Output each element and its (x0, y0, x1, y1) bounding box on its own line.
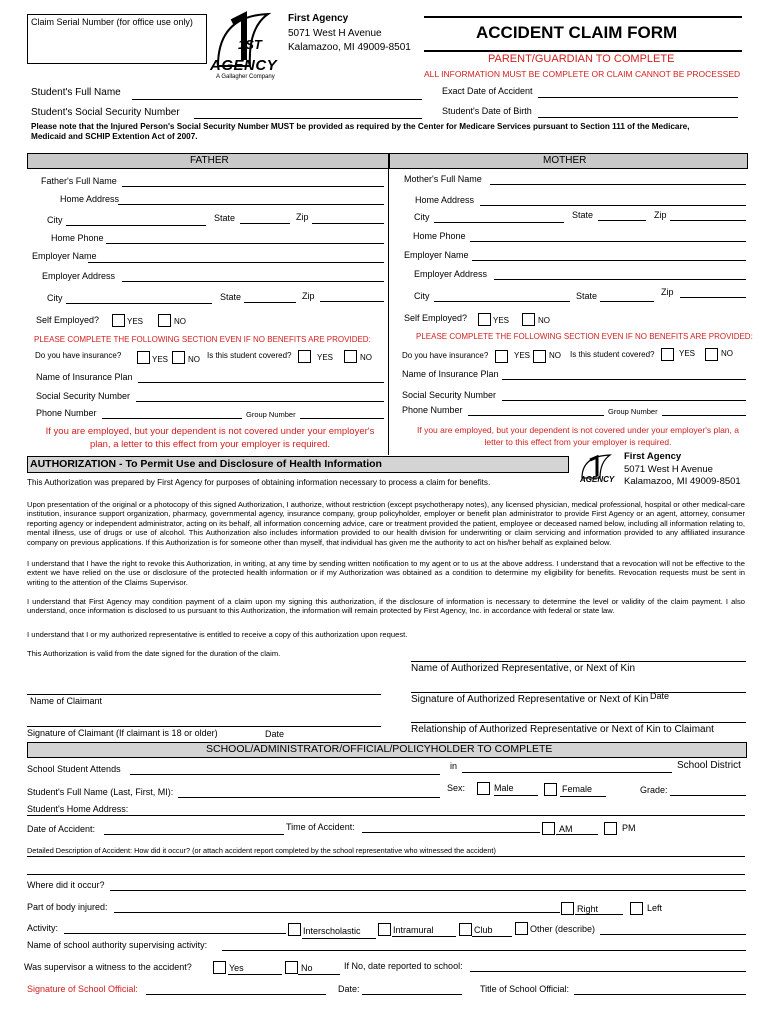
father-phone-number-label: Phone Number (36, 408, 97, 418)
logo-1st: 1ST (238, 37, 262, 52)
claimant-signature-label: Signature of Claimant (If claimant is 18 or older) (27, 728, 218, 738)
mother-employer-field[interactable] (472, 260, 746, 261)
school-title-field[interactable] (574, 994, 746, 995)
relationship-field[interactable] (411, 722, 746, 723)
father-covered-no-checkbox[interactable] (344, 350, 357, 363)
father-plan-field[interactable] (138, 382, 384, 383)
mother-phone-label: Home Phone (413, 231, 466, 241)
auth-paragraph-4: I understand that I or my authorized representative is entitled to receive a copy of this authorization upon request. (27, 630, 408, 639)
father-name-field[interactable] (122, 186, 384, 187)
witness-no-underline (298, 974, 340, 975)
ssn-medicare-notice: Please note that the Injured Person's Social Security Number MUST be provided as required by the Center for Medicare Services pursuant to Section 111 of the Medicare, Medicaid and SCHIP Extention Act of 2007. (31, 122, 690, 141)
auth-address-1: 5071 West H Avenue (624, 464, 713, 475)
school-date-field[interactable] (362, 994, 462, 995)
father-phone-label: Home Phone (51, 233, 104, 243)
mother-group-field[interactable] (662, 415, 746, 416)
mother-covered-no: NO (721, 349, 733, 358)
father-state-field[interactable] (240, 223, 290, 224)
father-ssn-label: Social Security Number (36, 391, 131, 401)
mother-home-address-field[interactable] (480, 205, 746, 206)
male-underline (494, 795, 538, 796)
accident-date-label: Exact Date of Accident (442, 86, 533, 96)
father-covered-yes: YES (317, 353, 334, 362)
father-zip-field[interactable] (312, 223, 384, 224)
rep-name-field[interactable] (411, 661, 746, 662)
school-heading: SCHOOL/ADMINISTRATOR/OFFICIAL/POLICYHOLDER TO COMPLETE (206, 743, 553, 755)
mother-ssn-field[interactable] (502, 400, 746, 401)
mother-zip-field[interactable] (670, 220, 746, 221)
mother-group-label: Group Number (608, 407, 658, 416)
witness-yes-underline (228, 974, 282, 975)
student-ssn-label: Student's Social Security Number (31, 107, 180, 118)
father-self-employed-no: NO (174, 317, 186, 326)
relationship-label: Relationship of Authorized Representative or Next of Kin to Claimant (411, 724, 714, 735)
grade-field[interactable] (670, 795, 746, 796)
witness-no: No (301, 963, 313, 973)
father-insurance-yes-checkbox[interactable] (137, 351, 150, 364)
father-city2-field[interactable] (66, 303, 212, 304)
father-state2-field[interactable] (244, 302, 296, 303)
pm-label: PM (622, 823, 636, 833)
mother-insurance-label: Do you have insurance? (402, 351, 489, 360)
father-employer-field[interactable] (88, 262, 384, 263)
mother-state2-label: State (576, 291, 598, 301)
father-zip-label: Zip (296, 212, 309, 222)
mother-self-employed-no-checkbox[interactable] (522, 313, 535, 326)
mother-state2-field[interactable] (600, 301, 654, 302)
time-accident-field[interactable] (362, 832, 540, 833)
claimant-name-field[interactable] (27, 694, 381, 695)
mother-complete-notice: PLEASE COMPLETE THE FOLLOWING SECTION EVEN IF NO BENEFITS ARE PROVIDED: (416, 332, 753, 341)
mother-self-employed-no: NO (538, 316, 550, 325)
mother-phone-number-field[interactable] (468, 415, 604, 416)
interscholastic-underline (302, 938, 376, 939)
sex-label: Sex: (447, 783, 466, 793)
company-address-2: Kalamazoo, MI 49009-8501 (288, 42, 411, 53)
mother-insurance-yes: YES (514, 351, 531, 360)
accident-date-field[interactable] (538, 97, 738, 98)
rep-signature-label: Signature of Authorized Representative or Next of Kin (411, 694, 649, 705)
father-self-employed-yes-checkbox[interactable] (112, 314, 125, 327)
auth-address-2: Kalamazoo, MI 49009-8501 (624, 476, 741, 487)
auth-prepared: This Authorization was prepared by First Agency for purposes of obtaining information necessary to process a claim for benefits. (27, 478, 491, 487)
sex-female-checkbox[interactable] (544, 783, 557, 796)
description-label: Detailed Description of Accident: How did it occur? (or attach accident report completed by the school representative who witnessed the accident) (27, 846, 496, 855)
mother-self-employed-yes-checkbox[interactable] (478, 313, 491, 326)
other-field[interactable] (600, 934, 746, 935)
am-label: AM (559, 824, 573, 834)
father-city-field[interactable] (66, 225, 206, 226)
school-title-label: Title of School Official: (480, 984, 570, 994)
mother-covered-yes: YES (679, 349, 696, 358)
auth-paragraph-1: Upon presentation of the original or a photocopy of this signed Authorization, I authorize, without restriction (except psychotherapy notes), any licensed physician, medical professional, hospital or other medical-care institution, insurance support organization, pharmacy, governmental agency, insurance company, group policyholder, employer or benefit plan administrator to provide First Agency or an agent, attorney, consumer reporting agency or independent administrator, acting on its behalf, all information concerning advice, care or treatment provided the patient, employee or deceased named below, including all information relating to, mental illness, use of drugs or use of alcohol. This Authorization also includes information provided to our health division for underwriting or claim servicing and information provided to any affiliated insurance company on previous applications. If this Authorization is for someone other than myself, that individual has given me the authority to act on his/her behalf as explained below. (27, 500, 745, 547)
right-underline (575, 914, 623, 915)
father-home-address-label: Home Address (60, 194, 120, 204)
student-dob-field[interactable] (538, 117, 738, 118)
home-address-field[interactable] (27, 815, 745, 816)
am-checkbox[interactable] (542, 822, 555, 835)
supervising-label: Name of school authority supervising activity: (27, 940, 208, 950)
time-accident-label: Time of Accident: (286, 822, 355, 832)
student-dob-label: Student's Date of Birth (442, 106, 532, 116)
intramural-checkbox[interactable] (378, 923, 391, 936)
where-field[interactable] (110, 890, 746, 891)
father-group-field[interactable] (300, 418, 384, 419)
father-zip2-label: Zip (302, 291, 315, 301)
mother-heading: MOTHER (543, 155, 587, 166)
mother-insurance-no: NO (549, 351, 561, 360)
mother-employed-notice: If you are employed, but your dependent is not covered under your employer's plan, a letter to this effect from your employer is required. (417, 425, 739, 447)
mother-covered-no-checkbox[interactable] (705, 348, 718, 361)
rep-name-label: Name of Authorized Representative, or Next of Kin (411, 663, 636, 674)
mother-self-employed-yes: YES (493, 316, 510, 325)
auth-heading: AUTHORIZATION - To Permit Use and Disclosure of Health Information (30, 458, 382, 470)
father-home-address-field[interactable] (118, 204, 384, 205)
school-in-label: in (450, 761, 458, 771)
form-subtitle: PARENT/GUARDIAN TO COMPLETE (488, 53, 675, 65)
auth-paragraph-2: I understand that I have the right to revoke this Authorization, in writing, at any time by sending written notification to my agent or to us at the above address. I understand that a revocation will not be effective to the extent we have relied on the use or disclosure of the protected health information or if my Authorization was obtained as a condition to determine my eligibility for benefits. Revocation requests must be sent in writing to the attention of the Claims Supervisor. (27, 559, 745, 587)
claimant-name-label: Name of Claimant (30, 696, 103, 706)
home-address-label: Student's Home Address: (27, 804, 129, 814)
club-checkbox[interactable] (459, 923, 472, 936)
interscholastic-label: Interscholastic (303, 926, 361, 936)
auth-logo-agency: AGENCY (580, 475, 615, 484)
club-label: Club (474, 925, 493, 935)
form-title: ACCIDENT CLAIM FORM (476, 23, 678, 42)
mother-employer-label: Employer Name (404, 250, 469, 260)
mother-self-employed-label: Self Employed? (404, 313, 468, 323)
sex-female: Female (562, 784, 593, 794)
mother-city-label: City (414, 212, 430, 222)
father-phone-number-field[interactable] (102, 418, 242, 419)
mother-zip2-field[interactable] (680, 297, 746, 298)
mother-city2-label: City (414, 291, 430, 301)
father-covered-yes-checkbox[interactable] (298, 350, 311, 363)
mother-plan-label: Name of Insurance Plan (402, 369, 499, 379)
grade-label: Grade: (640, 785, 668, 795)
father-phone-field[interactable] (106, 243, 384, 244)
witness-no-checkbox[interactable] (285, 961, 298, 974)
parent-column-divider (388, 167, 389, 455)
logo-agency: AGENCY (210, 57, 278, 74)
completion-notice: ALL INFORMATION MUST BE COMPLETE OR CLAIM CANNOT BE PROCESSED (424, 69, 741, 79)
activity-label: Activity: (27, 923, 59, 933)
date-accident-field[interactable] (104, 834, 284, 835)
mother-insurance-yes-checkbox[interactable] (495, 350, 508, 363)
female-underline (560, 796, 606, 797)
school-signature-field[interactable] (146, 994, 326, 995)
student-ssn-field[interactable] (194, 118, 422, 119)
claimant-signature-field[interactable] (27, 726, 381, 727)
activity-field[interactable] (64, 933, 286, 934)
body-part-label: Part of body injured: (27, 902, 108, 912)
am-underline (556, 834, 598, 835)
mother-city2-field[interactable] (434, 301, 570, 302)
school-date-label: Date: (338, 984, 360, 994)
supervising-field[interactable] (222, 950, 746, 951)
mother-ssn-label: Social Security Number (402, 390, 497, 400)
father-city-label: City (47, 215, 63, 225)
father-employed-notice: If you are employed, but your dependent is not covered under your employer's plan, a letter to this effect from your employer is required. (45, 426, 375, 450)
where-label: Where did it occur? (27, 880, 105, 890)
mother-city-field[interactable] (434, 222, 564, 223)
interscholastic-checkbox[interactable] (288, 923, 301, 936)
mother-zip-label: Zip (654, 210, 667, 220)
auth-paragraph-3: I understand that First Agency may condition payment of a claim upon my signing this authorization, if the disclosure of information is necessary to determine the level or validity of the claim payment. I also understand, once information is disclosed to us pursuant to this Authorization, the information will remain protected by First Agency, Inc. in accordance with federal or state law. (27, 597, 745, 616)
sex-male: Male (494, 783, 514, 793)
father-state-label: State (214, 213, 236, 223)
father-employer-address-label: Employer Address (42, 271, 116, 281)
father-ssn-field[interactable] (136, 401, 384, 402)
club-underline (472, 936, 512, 937)
company-name: First Agency (288, 13, 349, 24)
if-no-label: If No, date reported to school: (344, 961, 463, 971)
description-line-1[interactable] (27, 856, 745, 857)
mother-home-address-label: Home Address (415, 195, 475, 205)
father-zip2-field[interactable] (320, 301, 384, 302)
father-self-employed-yes: YES (127, 317, 144, 326)
father-insurance-label: Do you have insurance? (35, 351, 122, 360)
mother-insurance-no-checkbox[interactable] (533, 350, 546, 363)
mother-employer-address-label: Employer Address (414, 269, 488, 279)
mother-zip2-label: Zip (661, 287, 674, 297)
intramural-underline (392, 936, 456, 937)
auth-logo (578, 452, 624, 488)
father-self-employed-no-checkbox[interactable] (158, 314, 171, 327)
right-checkbox[interactable] (561, 902, 574, 915)
mother-plan-field[interactable] (502, 379, 746, 380)
pm-checkbox[interactable] (604, 822, 617, 835)
school-attends-label: School Student Attends (27, 764, 121, 774)
school-district-label: School District (677, 760, 741, 771)
mother-name-label: Mother's Full Name (404, 174, 482, 184)
father-complete-notice: PLEASE COMPLETE THE FOLLOWING SECTION EVEN IF NO BENEFITS ARE PROVIDED: (34, 335, 371, 344)
father-state2-label: State (220, 292, 242, 302)
logo-tagline: A Gallagher Company (216, 74, 275, 80)
father-name-label: Father's Full Name (41, 176, 117, 186)
first-agency-logo (208, 8, 288, 90)
body-part-field[interactable] (114, 912, 560, 913)
witness-label: Was supervisor a witness to the accident? (24, 962, 192, 972)
father-covered-no: NO (360, 353, 372, 362)
left-label: Left (647, 903, 663, 913)
mother-phone-field[interactable] (470, 241, 746, 242)
rep-signature-field[interactable] (411, 692, 746, 693)
school-student-name-label: Student's Full Name (Last, First, MI): (27, 787, 174, 797)
date-accident-label: Date of Accident: (27, 824, 96, 834)
mother-covered-yes-checkbox[interactable] (661, 348, 674, 361)
other-checkbox[interactable] (515, 922, 528, 935)
company-address-1: 5071 West H Avenue (288, 28, 382, 39)
auth-valid: This Authorization is valid from the date signed for the duration of the claim. (27, 649, 281, 658)
right-label: Right (577, 904, 599, 914)
father-employer-address-field[interactable] (122, 281, 384, 282)
witness-yes: Yes (229, 963, 244, 973)
student-name-label: Student's Full Name (31, 87, 121, 98)
auth-company: First Agency (624, 451, 682, 462)
father-group-label: Group Number (246, 410, 296, 419)
student-name-field[interactable] (132, 99, 422, 100)
if-no-field[interactable] (470, 971, 746, 972)
mother-state-field[interactable] (598, 220, 646, 221)
mother-employer-address-field[interactable] (494, 279, 746, 280)
intramural-label: Intramural (393, 925, 434, 935)
father-insurance-yes: YES (152, 355, 169, 364)
school-signature-label: Signature of School Official: (27, 984, 138, 994)
sex-male-checkbox[interactable] (477, 782, 490, 795)
school-student-name-field[interactable] (178, 797, 440, 798)
other-label: Other (describe) (530, 924, 596, 934)
father-employer-label: Employer Name (32, 251, 97, 261)
father-insurance-no-checkbox[interactable] (172, 351, 185, 364)
claimant-date-label: Date (265, 729, 285, 739)
father-self-employed-label: Self Employed? (36, 315, 100, 325)
mother-state-label: State (572, 210, 594, 220)
father-insurance-no: NO (188, 355, 200, 364)
father-covered-label: Is this student covered? (207, 351, 292, 360)
school-district-field[interactable] (462, 772, 672, 773)
mother-name-field[interactable] (490, 184, 746, 185)
witness-yes-checkbox[interactable] (213, 961, 226, 974)
description-line-2[interactable] (27, 874, 745, 875)
rep-date-label: Date (650, 691, 670, 701)
father-plan-label: Name of Insurance Plan (36, 372, 133, 382)
mother-phone-number-label: Phone Number (402, 405, 463, 415)
mother-covered-label: Is this student covered? (570, 350, 655, 359)
father-city2-label: City (47, 293, 63, 303)
claim-serial-label: Claim Serial Number (for office use only) (31, 17, 193, 27)
school-attends-field[interactable] (130, 774, 440, 775)
father-heading: FATHER (190, 155, 229, 166)
left-checkbox[interactable] (630, 902, 643, 915)
